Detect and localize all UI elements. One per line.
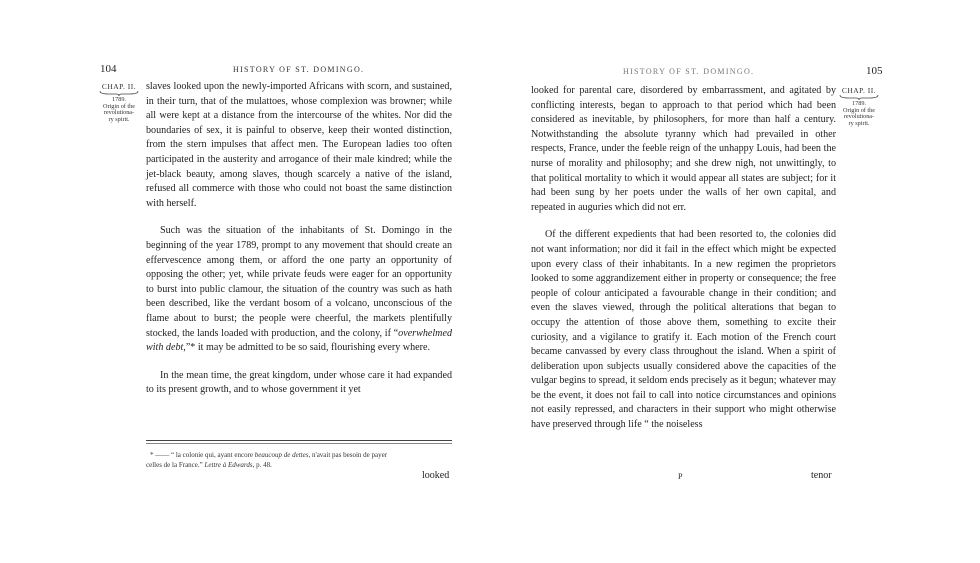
page-number: 104 [100,63,117,75]
running-head: HISTORY OF ST. DOMINGO. [623,67,755,76]
catchword: tenor [811,470,832,481]
body-text [146,80,452,398]
margin-note-line: ry spirit. [108,116,130,124]
paragraph: Of the different expedients that had been resorted to, the colonies did not want information; nor did it fail in the effect which might be expected upon every class of their inhabitants. In a new regimen the proprietors looked to some aggrandizement either in property or consequence; the free people of colour anticipated a favourable change in their condition; and even the slaves viewed, through the political alterations that began to occupy the attention of those above them, something to excite their curiosity, and a vigilance to gratify it. Each motion of the French court became canvassed by every class throughout the island. When a spirit of deliberation upon subjects usually considered above the capacities of the vulgar begins to spread, it seldom ends precisely as it begun; whatever may be the event, it does not fail to call into notice circumstances and opinions not easily repressed, and characters in their support who might otherwise have preserved through life “ the noiseless [531,229,836,431]
margin-note [98,84,140,124]
paragraph: slaves looked upon the newly-imported Africans with scorn, and sustained, in their turn, that of the mulattoes, whose complexion was browner; while all were kept at a distance from the intercourse of the whites. Nor did the boundaries of sex, it is painful to observe, keep their wonted distinction, from the stern impulses that affect men. The European ladies too often participated in the austerity and arrogance of their male kindred; while the jet-black beauty, among slaves, though scarcely a native of the island, refused all commerce with those who could not boast the same distinction with herself. [146,81,452,209]
margin-note [838,88,880,128]
margin-note-line: Origin of the [843,106,875,114]
footnote-rule [146,440,452,441]
chapter-label: CHAP. II. [101,82,137,91]
paragraph: Such was the situation of the inhabitants of St. Domingo in the beginning of the year 1789, prompt to any movement that should create an effervescence among them, or afford the one party an opportunity of opposing the other; yet, while private feuds were eager for an opportunity to burst into public clamour, the situation of the country was such as hath been described, like the verdant bosom of a volcano, unconscious of the flame about to burst; the people were cheerful, the markets plentifully stocked, the lands loaded with production, and the colony, if “overwhelmed with debt,”* it may be admitted to be so said, flourishing every where. [146,225,452,354]
page-number: 105 [866,65,883,77]
margin-note-line: revolutiona- [843,113,875,121]
margin-year: 1789. [112,95,126,103]
margin-note-line: ry spirit. [848,120,870,128]
paragraph: looked for parental care, disordered by embarrassment, and agitated by conflicting interests, began to approach to that period which had been considered as inevitable, by philosophers, for more than half a century. Notwithstanding the absolute tyranny which had prevailed in other respects, France, under the feeble reign of the unhappy Louis, had been the nurse of morality and philosophy; and she drew nigh, not unwittingly, to that political mortality to which it would appear all states are subject; for it had been sung by her poets under the walls of her own capital, and repeated in auguries which did not err. [531,85,836,213]
margin-note-line: Origin of the [103,102,135,110]
footnote-line: celles de la France.” Lettre à Edwards, p. 48. [146,461,272,469]
paragraph: In the mean time, the great kingdom, under whose care it had expanded to its present growth, and to whose government it yet [146,369,452,396]
body-text [531,84,836,433]
right-page [490,0,980,563]
signature-mark: P [678,472,683,481]
footnote-line: * —— “ la colonie qui, ayant encore beaucoup de dettes, n'avait pas besoin de payer [150,451,388,459]
footnote-rule [146,443,452,444]
margin-year: 1789. [852,99,866,107]
catchword: looked [422,470,450,481]
chapter-label: CHAP. II. [841,86,877,95]
margin-note-line: revolutiona- [103,109,135,117]
footnote [146,450,452,470]
running-head: HISTORY OF ST. DOMINGO. [233,65,365,74]
